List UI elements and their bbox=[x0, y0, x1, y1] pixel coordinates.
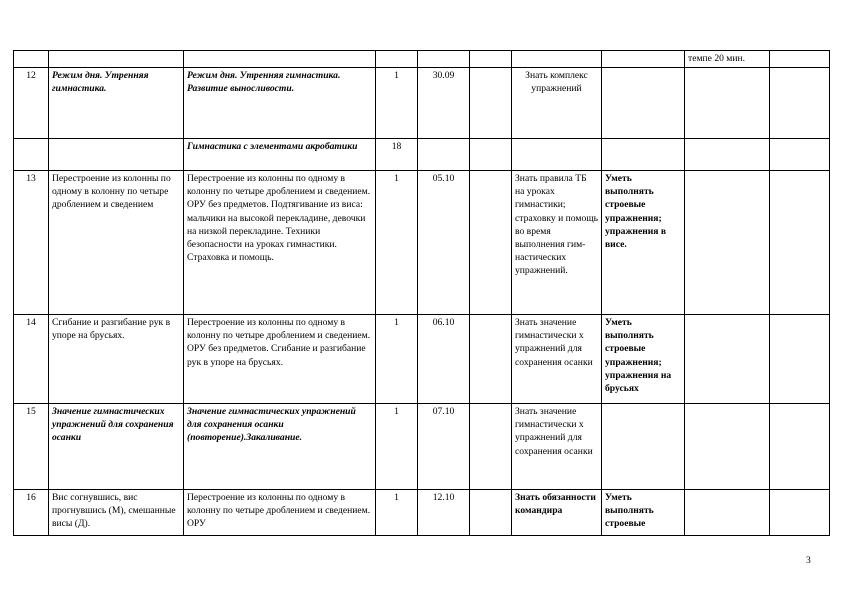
lesson-knowledge: Знать правила ТБ на уроках гимнастики; страховку и помощь во время выполнения гим- настических упражнений. bbox=[512, 171, 602, 315]
lesson-notes bbox=[770, 315, 830, 404]
lesson-topic: Вис согнувшись, вис прогнувшись (М), смешанные висы (Д). bbox=[49, 490, 184, 536]
lesson-date: 07.10 bbox=[418, 404, 470, 490]
lesson-hours: 1 bbox=[376, 315, 418, 404]
lesson-knowledge bbox=[512, 139, 602, 171]
section-hours: 18 bbox=[376, 139, 418, 171]
lesson-hours: 1 bbox=[376, 404, 418, 490]
lesson-extra bbox=[685, 404, 770, 490]
lesson-knowledge: Знать значение гимнастически х упражнений для сохранения осанки bbox=[512, 404, 602, 490]
lesson-topic: Значение гимнастических упражнений для сохранения осанки bbox=[49, 404, 184, 490]
lesson-content: Перестроение из колонны по одному в колонну по четыре дроблением и сведением. ОРУ без предметов. Подтягивание из виса: мальчики на высокой перекладине, девочки на низкой перекладине. Техники безопасности на уроках гимнастики. Страховка и помощь. bbox=[184, 171, 376, 315]
lesson-date: 30.09 bbox=[418, 68, 470, 139]
lesson-knowledge bbox=[512, 51, 602, 68]
lesson-number: 13 bbox=[14, 171, 49, 315]
lesson-skills bbox=[602, 51, 685, 68]
lesson-fact-date bbox=[470, 51, 512, 68]
lesson-extra bbox=[685, 68, 770, 139]
lesson-content: Режим дня. Утренняя гимнастика. Развитие выносливости. bbox=[184, 68, 376, 139]
lesson-hours: 1 bbox=[376, 171, 418, 315]
lesson-topic bbox=[49, 139, 184, 171]
lesson-notes bbox=[770, 68, 830, 139]
lesson-date bbox=[418, 51, 470, 68]
page-number: 3 bbox=[806, 555, 811, 566]
lesson-skills: Уметь выполнять строевые bbox=[602, 490, 685, 536]
lesson-content bbox=[184, 51, 376, 68]
lesson-plan-table bbox=[13, 50, 830, 536]
lesson-extra bbox=[685, 490, 770, 536]
lesson-content: Перестроение из колонны по одному в колонну по четыре дроблением и сведением. ОРУ bbox=[184, 490, 376, 536]
lesson-number bbox=[14, 51, 49, 68]
lesson-extra: темпе 20 мин. bbox=[685, 51, 770, 68]
lesson-date: 12.10 bbox=[418, 490, 470, 536]
lesson-skills: Уметь выполнять строевые упражнения; упражнения на брусьях bbox=[602, 315, 685, 404]
lesson-fact-date bbox=[470, 68, 512, 139]
table-row bbox=[14, 490, 830, 536]
lesson-number: 15 bbox=[14, 404, 49, 490]
lesson-hours: 1 bbox=[376, 68, 418, 139]
lesson-skills bbox=[602, 404, 685, 490]
lesson-topic: Сгибание и разгибание рук в упоре на брусьях. bbox=[49, 315, 184, 404]
lesson-fact-date bbox=[470, 171, 512, 315]
table-row bbox=[14, 68, 830, 139]
lesson-hours bbox=[376, 51, 418, 68]
lesson-knowledge: Знать комплекс упражнений bbox=[512, 68, 602, 139]
lesson-fact-date bbox=[470, 490, 512, 536]
lesson-number: 16 bbox=[14, 490, 49, 536]
lesson-number bbox=[14, 139, 49, 171]
lesson-date: 05.10 bbox=[418, 171, 470, 315]
lesson-notes bbox=[770, 404, 830, 490]
table-row bbox=[14, 315, 830, 404]
lesson-notes bbox=[770, 490, 830, 536]
lesson-knowledge: Знать значение гимнастически х упражнений для сохранения осанки bbox=[512, 315, 602, 404]
lesson-date bbox=[418, 139, 470, 171]
lesson-number: 12 bbox=[14, 68, 49, 139]
lesson-extra bbox=[685, 315, 770, 404]
lesson-extra bbox=[685, 171, 770, 315]
lesson-fact-date bbox=[470, 315, 512, 404]
lesson-hours: 1 bbox=[376, 490, 418, 536]
table-row bbox=[14, 404, 830, 490]
lesson-content: Перестроение из колонны по одному в колонну по четыре дроблением и сведением. ОРУ без предметов. Сгибание и разгибание рук в упоре на брусьях. bbox=[184, 315, 376, 404]
lesson-fact-date bbox=[470, 404, 512, 490]
lesson-notes bbox=[770, 171, 830, 315]
lesson-notes bbox=[770, 139, 830, 171]
lesson-skills: Уметь выполнять строевые упражнения; упражнения в висе. bbox=[602, 171, 685, 315]
lesson-skills bbox=[602, 68, 685, 139]
lesson-topic bbox=[49, 51, 184, 68]
lesson-notes bbox=[770, 51, 830, 68]
table-row bbox=[14, 139, 830, 171]
table-row bbox=[14, 171, 830, 315]
lesson-topic: Режим дня. Утренняя гимнастика. bbox=[49, 68, 184, 139]
lesson-topic: Перестроение из колонны по одному в колонну по четыре дроблением и сведением bbox=[49, 171, 184, 315]
lesson-number: 14 bbox=[14, 315, 49, 404]
lesson-knowledge: Знать обязанности командира bbox=[512, 490, 602, 536]
lesson-skills bbox=[602, 139, 685, 171]
lesson-content: Значение гимнастических упражнений для сохранения осанки (повторение).Закаливание. bbox=[184, 404, 376, 490]
lesson-fact-date bbox=[470, 139, 512, 171]
lesson-date: 06.10 bbox=[418, 315, 470, 404]
section-heading: Гимнастика с элементами акробатики bbox=[184, 139, 376, 171]
lesson-extra bbox=[685, 139, 770, 171]
table-row bbox=[14, 51, 830, 68]
